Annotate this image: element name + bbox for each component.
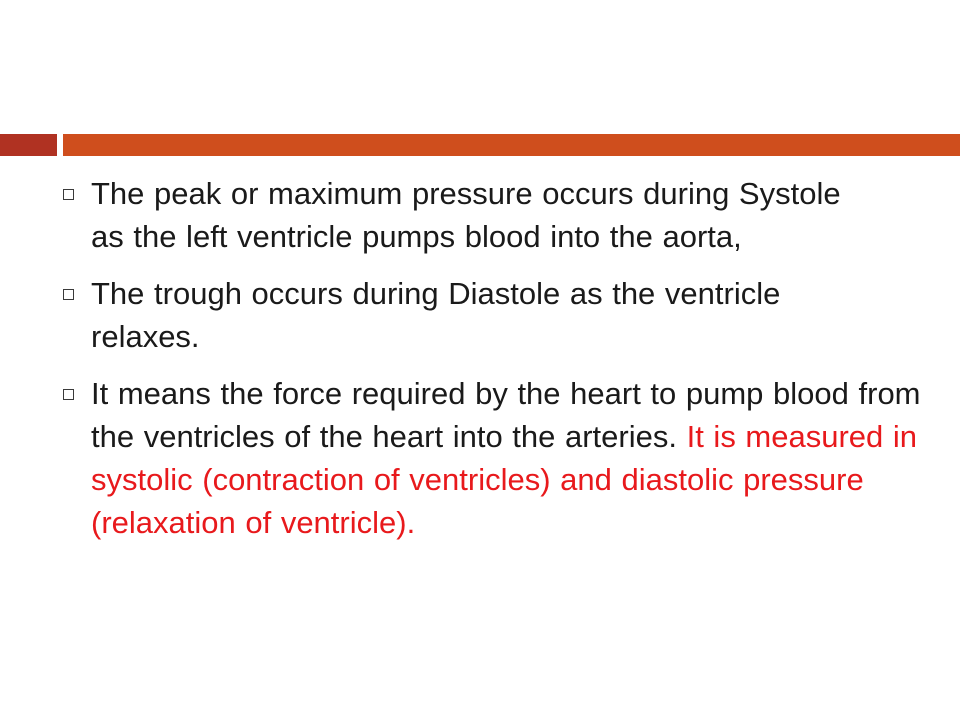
bullet-text: The peak or maximum pressure occurs during Systole as the left ventricle pumps blood into the aorta, (91, 176, 841, 254)
bullet-text: The trough occurs during Diastole as the ventricle relaxes. (91, 276, 781, 354)
bullet-text-plain: It means the force required by the heart to pump blood from the ventricles of the heart into the arteries. (91, 376, 921, 454)
header-accent-bar-right (63, 134, 960, 156)
bullet-item (0, 372, 960, 544)
bullet-text-mixed (91, 372, 951, 544)
bullet-item (0, 172, 960, 258)
bullet-item (0, 272, 960, 358)
square-bullet-icon (63, 389, 74, 400)
square-bullet-icon (63, 189, 74, 200)
header-accent-bar-left (0, 134, 57, 156)
square-bullet-icon (63, 289, 74, 300)
bullet-list (0, 172, 960, 558)
bullet-text-highlight: It is measured in systolic (contraction of ventricles) and diastolic pressure (relaxation of ventricle). (91, 419, 918, 540)
